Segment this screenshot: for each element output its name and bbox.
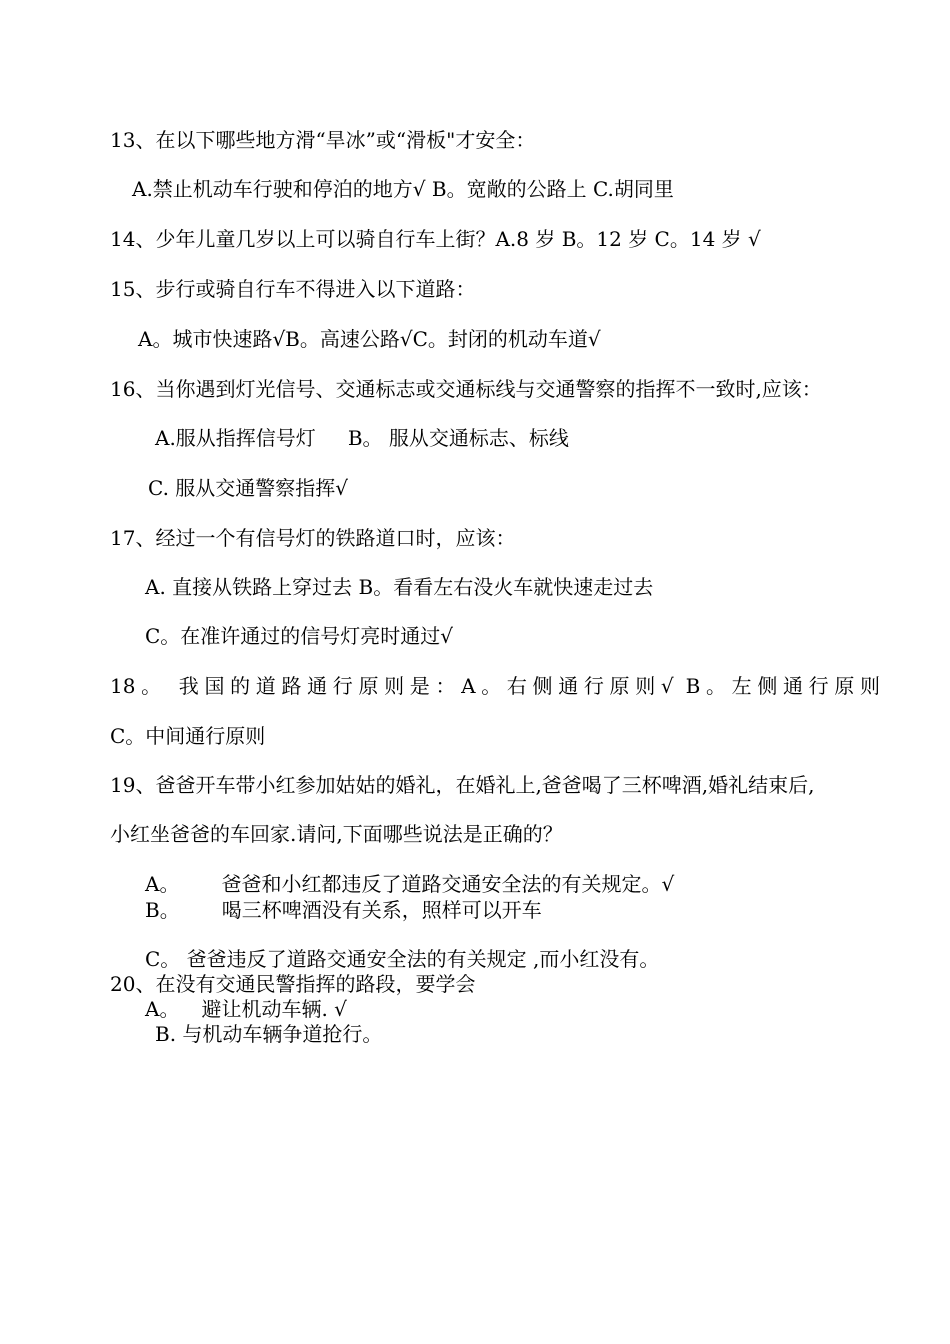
question-20-option-b: B. 与机动车辆争道抢行。 <box>155 1022 383 1046</box>
option-text: 爸爸和小红都违反了道路交通安全法的有关规定。√ <box>221 872 675 896</box>
question-16-options-ab <box>155 426 569 450</box>
question-16-option-a: A.服从指挥信号灯 <box>155 426 316 450</box>
option-label: A。 <box>145 997 180 1021</box>
option-text: 避让机动车辆. √ <box>201 997 347 1021</box>
question-18: 18。 我国的道路通行原则是：A。右侧通行原则√ B。左侧通行原则 <box>110 674 880 698</box>
option-label: A。 <box>145 872 180 896</box>
question-17: 17、经过一个有信号灯的铁路道口时，应该： <box>110 526 516 550</box>
question-15: 15、步行或骑自行车不得进入以下道路： <box>110 277 476 301</box>
question-13: 13、在以下哪些地方滑“旱冰”或“滑板"才安全： <box>110 128 536 152</box>
question-14: 14、少年儿童几岁以上可以骑自行车上街？A.8 岁 B。12 岁 C。14 岁 √ <box>110 227 761 251</box>
option-label: B。 <box>145 898 180 922</box>
question-16-option-b: B。 服从交通标志、标线 <box>347 426 569 450</box>
question-19-option-b <box>145 898 542 922</box>
question-20-option-a <box>145 997 347 1021</box>
question-16-option-c: C. 服从交通警察指挥√ <box>148 476 349 500</box>
question-19: 19、爸爸开车带小红参加姑姑的婚礼，在婚礼上,爸爸喝了三杯啤酒,婚礼结束后, <box>110 773 815 797</box>
question-20: 20、在没有交通民警指挥的路段，要学会 <box>110 972 476 996</box>
option-text: 喝三杯啤酒没有关系，照样可以开车 <box>221 898 542 922</box>
question-19-continued: 小红坐爸爸的车回家.请问,下面哪些说法是正确的？ <box>110 822 563 846</box>
question-17-option-c: C。在准许通过的信号灯亮时通过√ <box>145 624 454 648</box>
question-18-option-c: C。中间通行原则 <box>110 724 266 748</box>
question-15-options: A。城市快速路√B。高速公路√C。封闭的机动车道√ <box>138 327 601 351</box>
question-13-options: A.禁止机动车行驶和停泊的地方√ B。宽敞的公路上 C.胡同里 <box>132 177 674 201</box>
question-16: 16、当你遇到灯光信号、交通标志或交通标线与交通警察的指挥不一致时,应该： <box>110 377 822 401</box>
question-19-option-c: C。 爸爸违反了道路交通安全法的有关规定 ,而小红没有。 <box>145 947 660 971</box>
question-17-options-ab: A. 直接从铁路上穿过去 B。看看左右没火车就快速走过去 <box>145 575 654 599</box>
question-19-option-a <box>145 872 674 896</box>
